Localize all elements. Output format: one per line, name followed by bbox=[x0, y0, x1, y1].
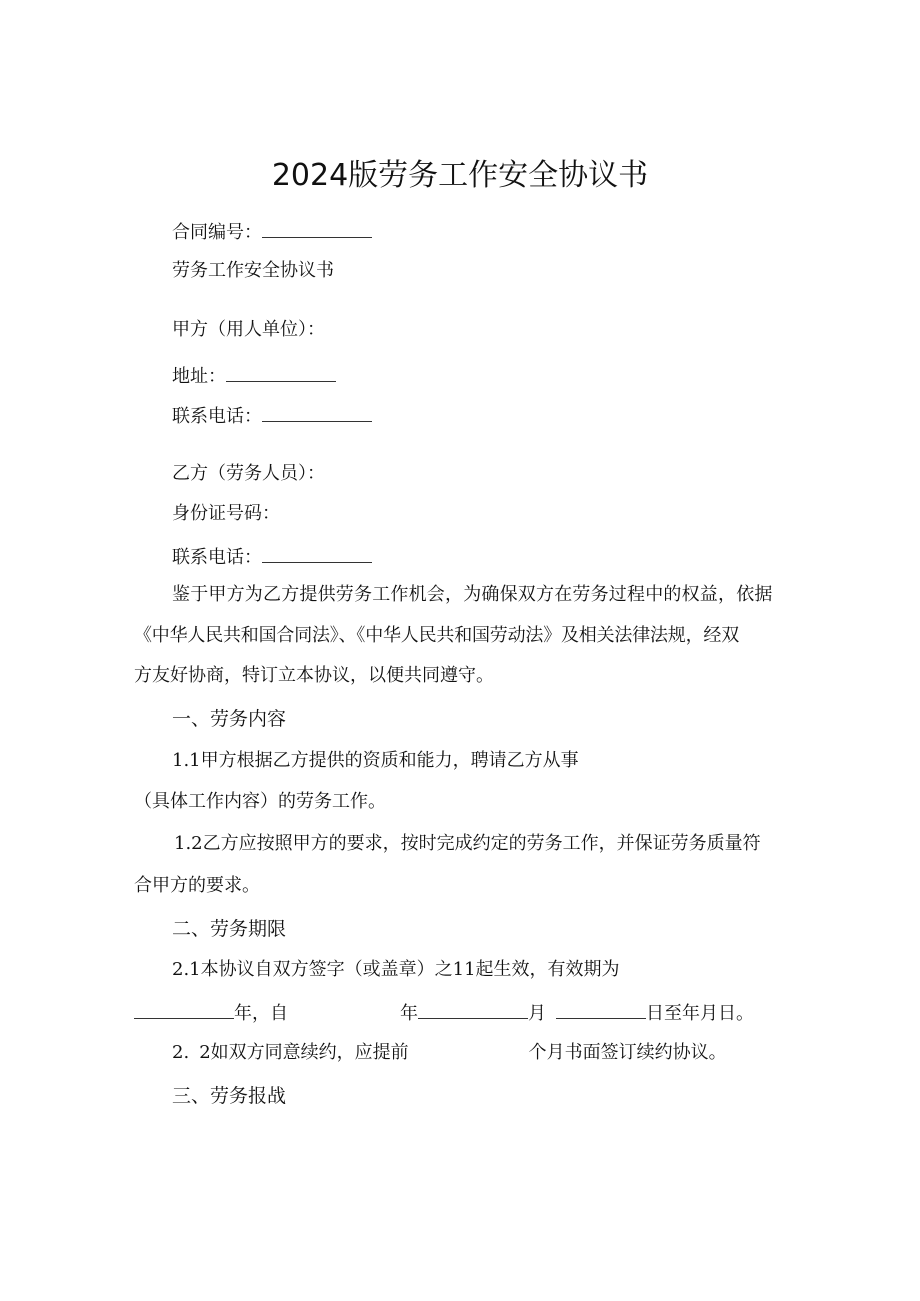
party-a-address-blank[interactable] bbox=[226, 362, 336, 382]
term-years-blank[interactable] bbox=[134, 999, 234, 1019]
party-a-address-label: 地址： bbox=[172, 366, 226, 387]
party-b-label: 乙方（劳务人员）： bbox=[172, 463, 325, 484]
contract-no-blank[interactable] bbox=[262, 218, 372, 238]
section-2-heading: 二、劳务期限 bbox=[172, 918, 287, 940]
contract-no-label: 合同编号： bbox=[172, 222, 262, 243]
section-3-heading: 三、劳务报战 bbox=[172, 1085, 287, 1107]
party-b-phone-blank[interactable] bbox=[262, 543, 372, 563]
clause-1-1-line-1: 1.1甲方根据乙方提供的资质和能力，聘请乙方从事 bbox=[172, 750, 579, 771]
party-b-id-label: 身份证号码： bbox=[172, 503, 280, 524]
section-1-heading: 一、劳务内容 bbox=[172, 708, 287, 730]
preamble-line-3: 方友好协商，特订立本协议，以便共同遵守。 bbox=[134, 665, 494, 686]
contract-no-line bbox=[172, 218, 372, 245]
party-a-address-line bbox=[172, 362, 336, 389]
start-day-blank[interactable] bbox=[556, 999, 646, 1019]
clause-2-2 bbox=[172, 1041, 727, 1065]
preamble-line-2: 《中华人民共和国合同法》、《中华人民共和国劳动法》及相关法律法规，经双 bbox=[134, 625, 739, 646]
document-title: 2024版劳务工作安全协议书 bbox=[271, 158, 649, 193]
start-month-blank[interactable] bbox=[418, 999, 528, 1019]
clause-2-2-number: 2. bbox=[172, 1042, 190, 1063]
clause-1-2-line-2: 合甲方的要求。 bbox=[134, 875, 260, 896]
term-year-text: 年，自 bbox=[234, 1003, 288, 1024]
party-a-phone-line bbox=[172, 402, 372, 429]
party-a-label: 甲方（用人单位）： bbox=[172, 319, 325, 340]
party-a-phone-blank[interactable] bbox=[262, 402, 372, 422]
clause-1-2-line-1: 1.2乙方应按照甲方的要求，按时完成约定的劳务工作，并保证劳务质量符 bbox=[174, 833, 761, 854]
party-b-phone-line bbox=[172, 543, 372, 570]
clause-2-1-line-1: 2.1本协议自双方签字（或盖章）之11起生效，有效期为 bbox=[172, 959, 620, 980]
clause-2-2-text-a: 2如双方同意续约，应提前 bbox=[199, 1042, 409, 1063]
clause-2-2-text-b: 个月书面签订续约协议。 bbox=[528, 1042, 727, 1063]
preamble-line-1: 鉴于甲方为乙方提供劳务工作机会，为确保双方在劳务过程中的权益，依据 bbox=[172, 584, 773, 605]
subtitle: 劳务工作安全协议书 bbox=[172, 260, 334, 281]
start-year-text: 年 bbox=[400, 1003, 418, 1024]
party-b-phone-label: 联系电话： bbox=[172, 547, 262, 568]
start-month-text: 月 bbox=[528, 1003, 546, 1024]
party-a-phone-label: 联系电话： bbox=[172, 406, 262, 427]
clause-1-1-line-2: （具体工作内容）的劳务工作。 bbox=[134, 791, 386, 812]
end-date-text: 日至年月日。 bbox=[646, 1003, 754, 1024]
clause-2-1-line-2 bbox=[134, 999, 754, 1026]
